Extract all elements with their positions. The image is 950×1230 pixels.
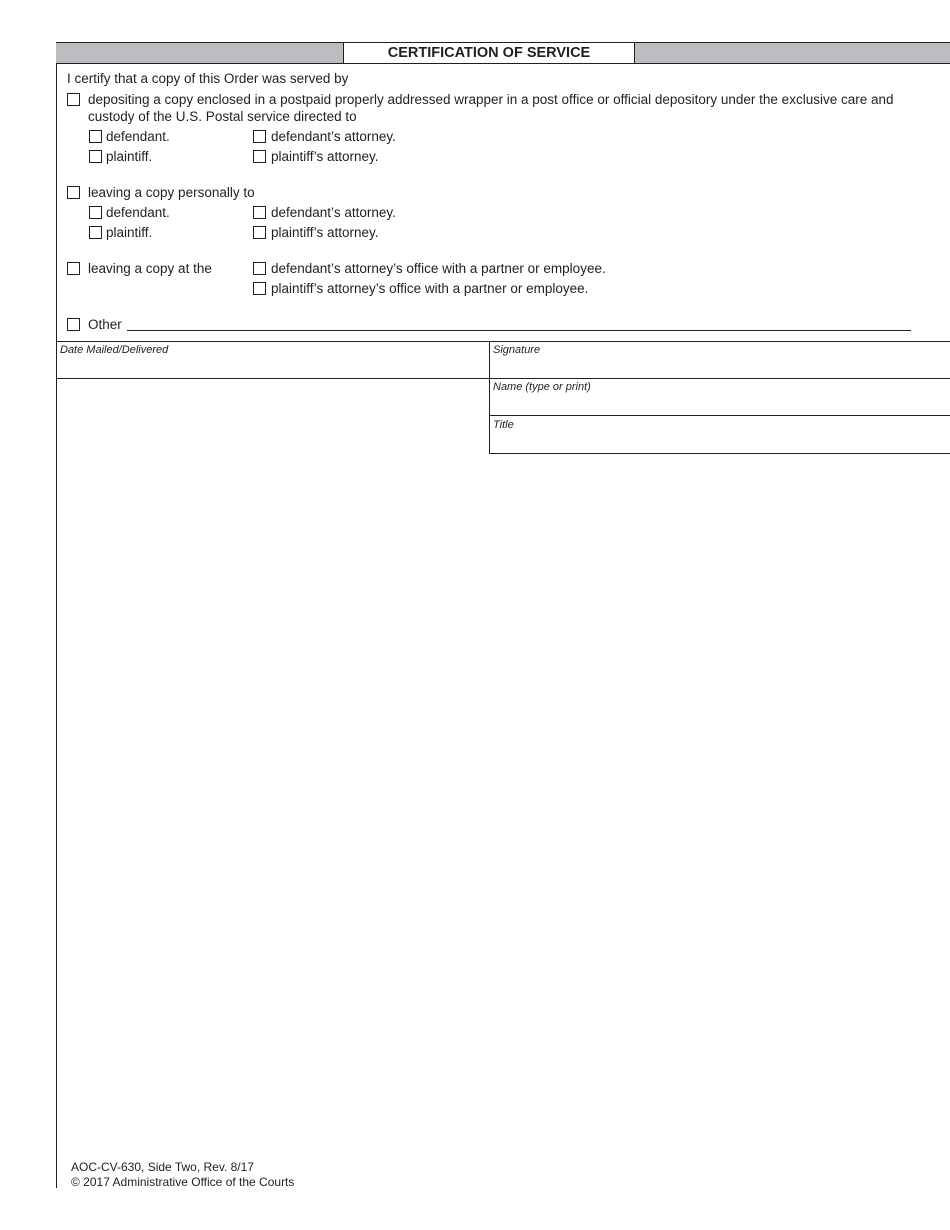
fields-top-rule xyxy=(56,341,950,342)
personal-defendant-attorney-checkbox[interactable] xyxy=(253,206,266,219)
name-field[interactable]: Name (type or print) xyxy=(493,381,591,393)
form-id: AOC-CV-630, Side Two, Rev. 8/17 xyxy=(71,1160,254,1174)
mail-defendant-checkbox[interactable] xyxy=(89,130,102,143)
date-mailed-field[interactable]: Date Mailed/Delivered xyxy=(60,344,169,356)
office-defendant-checkbox[interactable] xyxy=(253,262,266,275)
other-input[interactable] xyxy=(127,314,911,331)
office-defendant-label: defendant’s attorney’s office with a partner or employee. xyxy=(271,261,606,276)
copyright: © 2017 Administrative Office of the Courts xyxy=(71,1175,295,1189)
personal-plaintiff-label: plaintiff. xyxy=(106,225,153,240)
date-field-bottom-rule xyxy=(56,378,950,379)
personal-plaintiff-checkbox[interactable] xyxy=(89,226,102,239)
personal-checkbox[interactable] xyxy=(67,186,80,199)
mail-defendant-label: defendant. xyxy=(106,129,170,144)
personal-defendant-attorney-label: defendant’s attorney. xyxy=(271,205,396,220)
mail-defendant-attorney-checkbox[interactable] xyxy=(253,130,266,143)
office-plaintiff-checkbox[interactable] xyxy=(253,282,266,295)
mail-option-label: depositing a copy enclosed in a postpaid properly addressed wrapper in a post office or official depository under the exclusive care and custody of the U.S. Postal service directed to xyxy=(88,92,894,124)
personal-option-label: leaving a copy personally to xyxy=(88,185,255,200)
intro-text: I certify that a copy of this Order was served by xyxy=(67,71,349,86)
fields-divider xyxy=(489,341,490,454)
signature-field[interactable]: Signature xyxy=(493,344,541,356)
mail-defendant-attorney-label: defendant’s attorney. xyxy=(271,129,396,144)
personal-defendant-label: defendant. xyxy=(106,205,170,220)
personal-defendant-checkbox[interactable] xyxy=(89,206,102,219)
mail-plaintiff-attorney-checkbox[interactable] xyxy=(253,150,266,163)
mail-plaintiff-label: plaintiff. xyxy=(106,149,153,164)
mail-checkbox[interactable] xyxy=(67,93,80,106)
left-border xyxy=(56,42,57,1188)
personal-plaintiff-attorney-label: plaintiff’s attorney. xyxy=(271,225,379,240)
mail-plaintiff-checkbox[interactable] xyxy=(89,150,102,163)
page-title: CERTIFICATION OF SERVICE xyxy=(343,42,635,64)
office-plaintiff-label: plaintiff’s attorney’s office with a partner or employee. xyxy=(271,281,589,296)
title-field-bottom-rule xyxy=(489,453,950,454)
name-field-bottom-rule xyxy=(489,415,950,416)
office-option-label: leaving a copy at the xyxy=(88,261,212,276)
other-checkbox[interactable] xyxy=(67,318,80,331)
office-checkbox[interactable] xyxy=(67,262,80,275)
title-field[interactable]: Title xyxy=(493,419,514,431)
personal-plaintiff-attorney-checkbox[interactable] xyxy=(253,226,266,239)
mail-plaintiff-attorney-label: plaintiff’s attorney. xyxy=(271,149,379,164)
other-label: Other xyxy=(88,317,122,332)
